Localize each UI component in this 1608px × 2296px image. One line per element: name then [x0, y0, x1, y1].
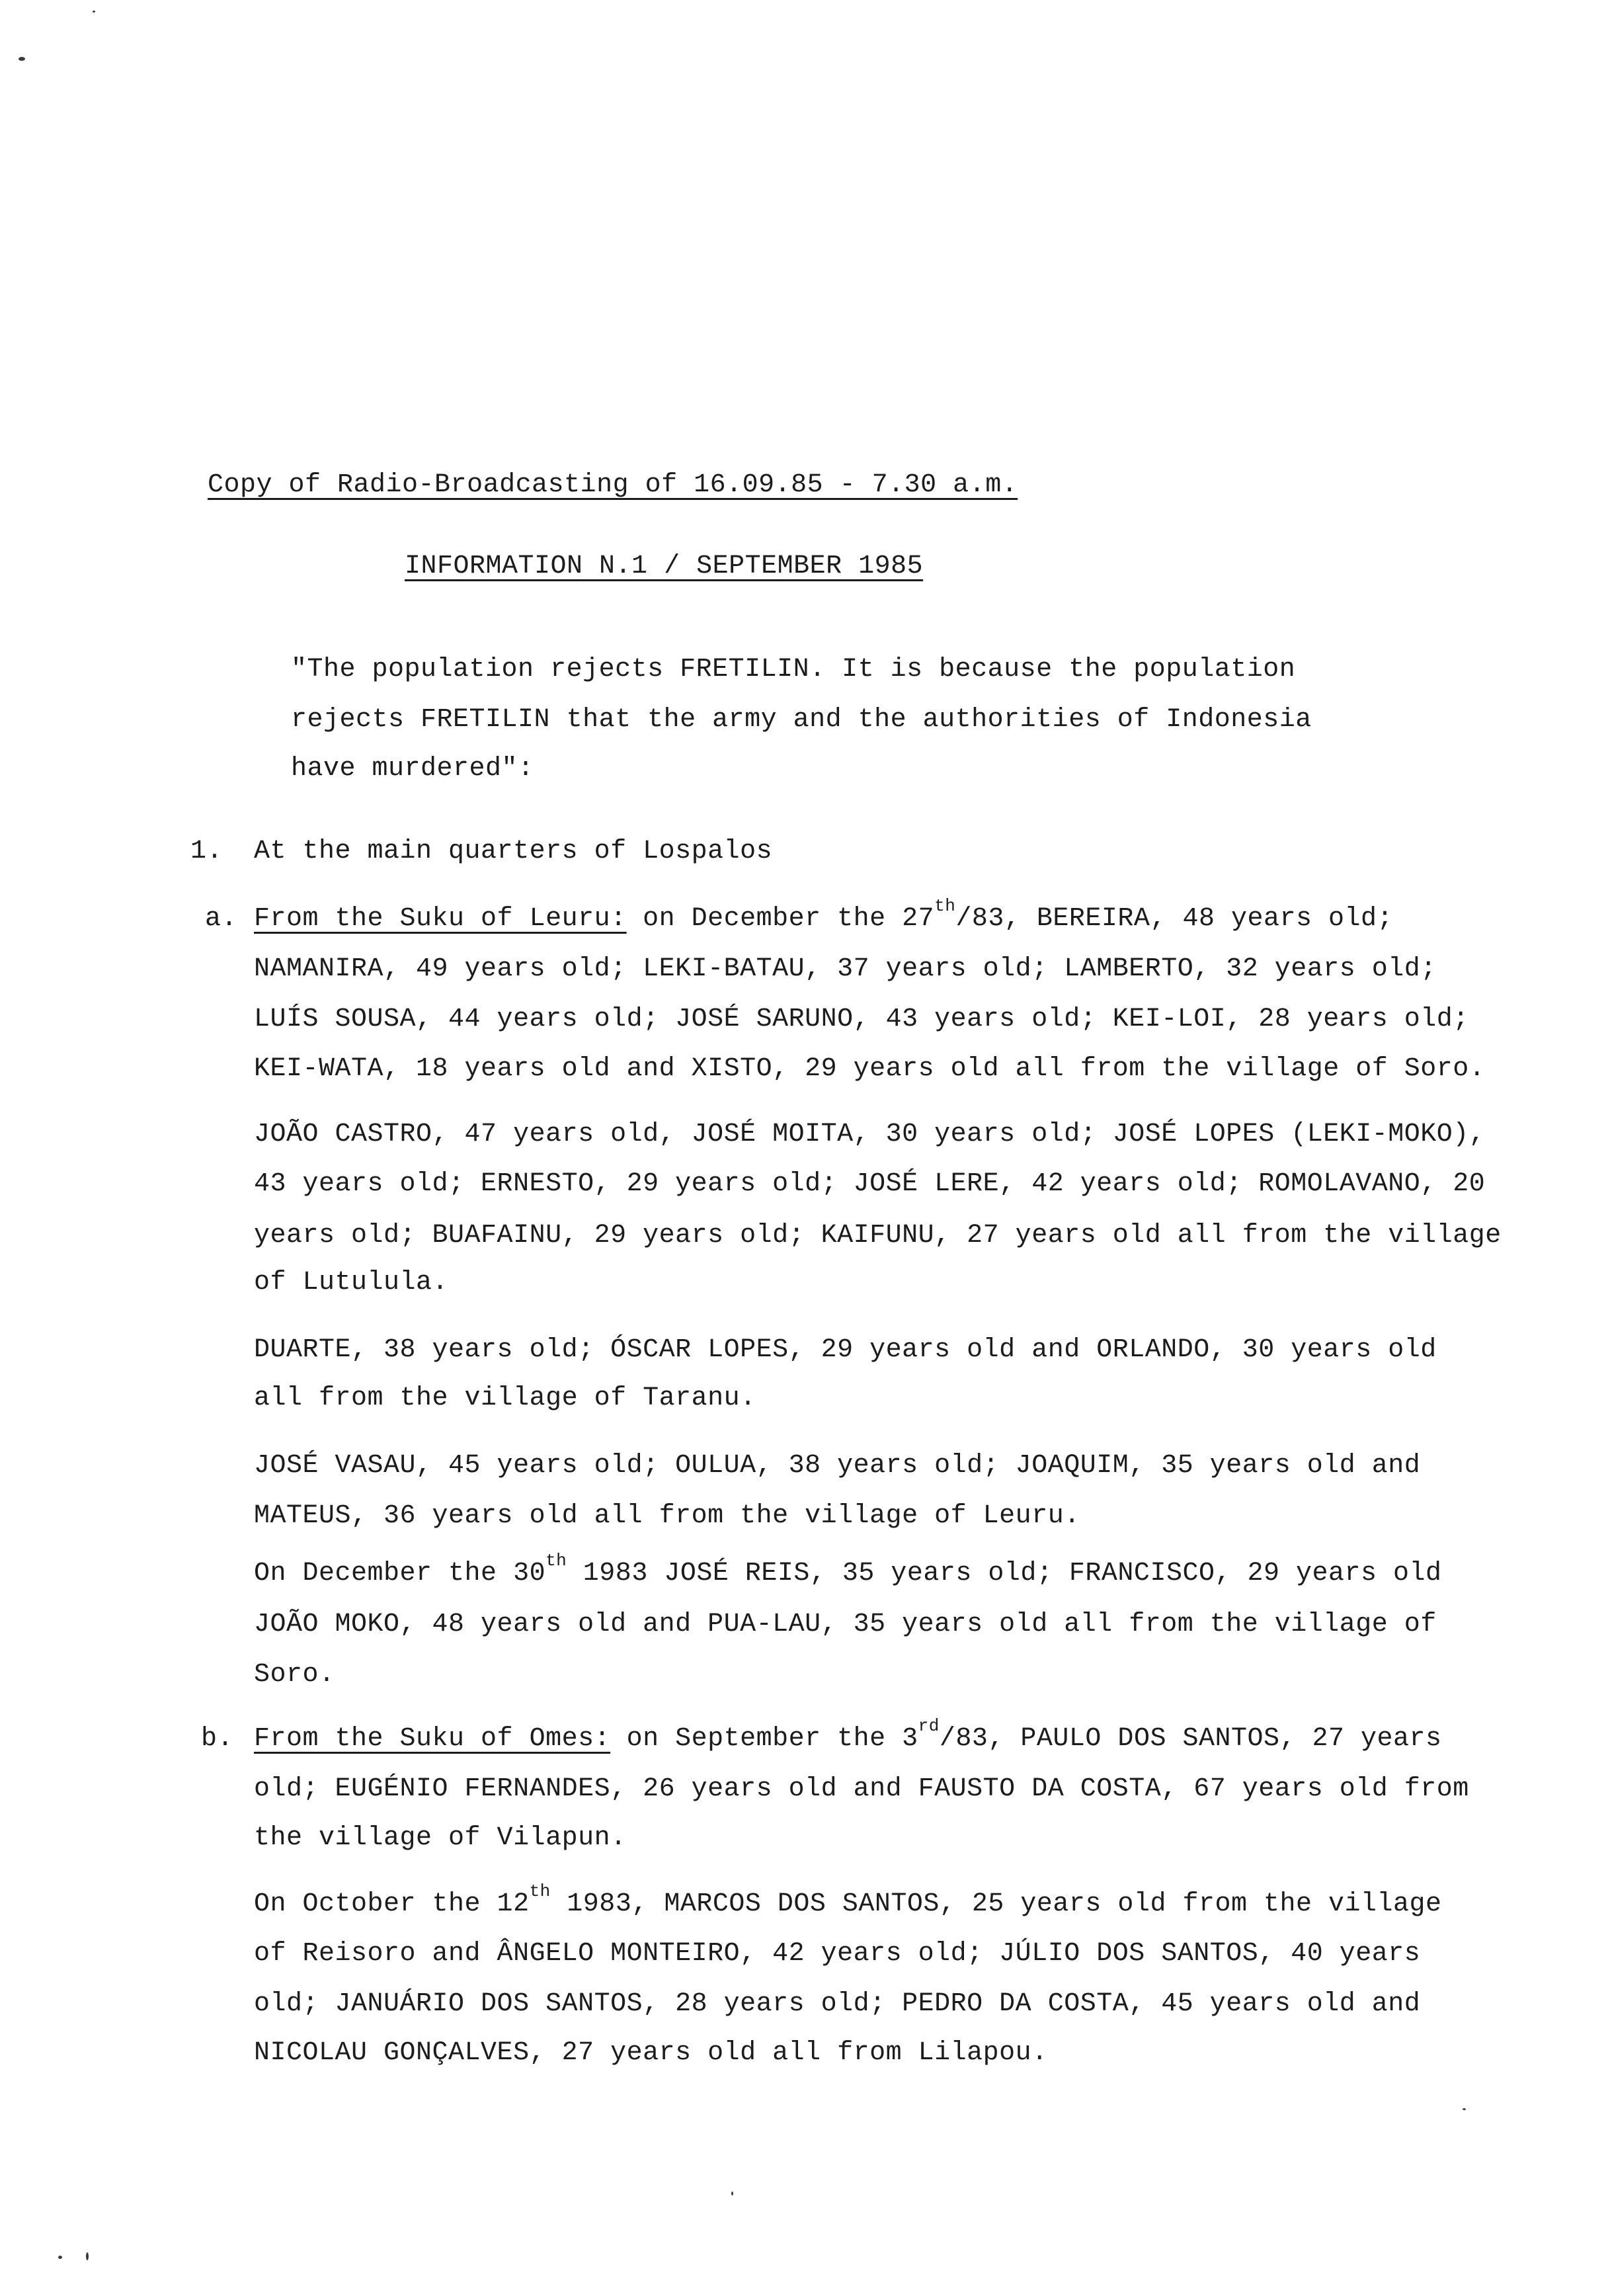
- item-b-line-3: the village of Vilapun.: [254, 1823, 627, 1853]
- item-a-p4-line-1: JOSÉ VASAU, 45 years old; OULUA, 38 years old; JOAQUIM, 35 years old and: [254, 1451, 1421, 1481]
- item-a-p5-line-3: Soro.: [254, 1660, 335, 1690]
- section-number: 1.: [190, 837, 223, 866]
- item-b-p2-line-1: On October the 12th 1983, MARCOS DOS SANTOS, 25 years old from the village: [254, 1881, 1442, 1919]
- item-b-p2-line-3: old; JANUÁRIO DOS SANTOS, 28 years old; PEDRO DA COSTA, 45 years old and: [254, 1989, 1421, 2019]
- quote-line-3: have murdered":: [291, 754, 534, 784]
- scan-speck: [93, 11, 95, 13]
- item-a-p2-line-1: JOÃO CASTRO, 47 years old, JOSÉ MOITA, 30 years old; JOSÉ LOPES (LEKI-MOKO),: [254, 1120, 1486, 1149]
- item-a-p3-line-2: all from the village of Taranu.: [254, 1383, 756, 1413]
- document-subtitle: INFORMATION N.1 / SEPTEMBER 1985: [405, 552, 924, 581]
- item-a-p4-line-2: MATEUS, 36 years old all from the village of Leuru.: [254, 1501, 1080, 1531]
- item-a-p5-line-1: On December the 30th 1983 JOSÉ REIS, 35 years old; FRANCISCO, 29 years old: [254, 1551, 1442, 1588]
- quote-line-2: rejects FRETILIN that the army and the authorities of Indonesia: [291, 705, 1312, 735]
- scan-speck: [86, 2252, 89, 2260]
- item-a-marker: a.: [205, 904, 238, 934]
- item-b-p2-line-2: of Reisoro and ÂNGELO MONTEIRO, 42 years old; JÚLIO DOS SANTOS, 40 years: [254, 1939, 1421, 1969]
- item-a-p2-line-4: of Lutulula.: [254, 1268, 449, 1297]
- item-a-p3-line-1: DUARTE, 38 years old; ÓSCAR LOPES, 29 years old and ORLANDO, 30 years old: [254, 1335, 1437, 1365]
- quote-line-1: "The population rejects FRETILIN. It is because the population: [291, 655, 1296, 684]
- item-a-line-3: LUÍS SOUSA, 44 years old; JOSÉ SARUNO, 43 years old; KEI-LOI, 28 years old;: [254, 1004, 1469, 1034]
- scan-speck: [58, 2256, 62, 2259]
- item-b-p2-line-4: NICOLAU GONÇALVES, 27 years old all from Lilapou.: [254, 2038, 1048, 2068]
- item-a-p2-line-3: years old; BUAFAINU, 29 years old; KAIFUNU, 27 years old all from the village: [254, 1221, 1502, 1250]
- item-b-heading: From the Suku of Omes:: [254, 1724, 611, 1754]
- item-a-p5-line-2: JOÃO MOKO, 48 years old and PUA-LAU, 35 years old all from the village of: [254, 1610, 1437, 1639]
- item-a-heading: From the Suku of Leuru:: [254, 904, 627, 934]
- document-title: Copy of Radio-Broadcasting of 16.09.85 - 7.30 a.m.: [208, 470, 1018, 500]
- scan-speck: [731, 2192, 733, 2195]
- item-b-line-1: From the Suku of Omes: on September the 3rd/83, PAULO DOS SANTOS, 27 years: [254, 1716, 1442, 1754]
- item-b-line-2: old; EUGÉNIO FERNANDES, 26 years old and FAUSTO DA COSTA, 67 years old from: [254, 1774, 1469, 1804]
- item-a-line-2: NAMANIRA, 49 years old; LEKI-BATAU, 37 years old; LAMBERTO, 32 years old;: [254, 954, 1437, 984]
- scan-speck: [19, 57, 25, 61]
- item-a-line-4: KEI-WATA, 18 years old and XISTO, 29 years old all from the village of Soro.: [254, 1054, 1486, 1084]
- item-b-marker: b.: [201, 1724, 234, 1754]
- section-title: At the main quarters of Lospalos: [254, 837, 773, 866]
- scan-speck: [1463, 2108, 1466, 2110]
- item-a-p2-line-2: 43 years old; ERNESTO, 29 years old; JOSÉ LERE, 42 years old; ROMOLAVANO, 20: [254, 1169, 1486, 1199]
- item-a-line-1: From the Suku of Leuru: on December the 27th/83, BEREIRA, 48 years old;: [254, 896, 1393, 934]
